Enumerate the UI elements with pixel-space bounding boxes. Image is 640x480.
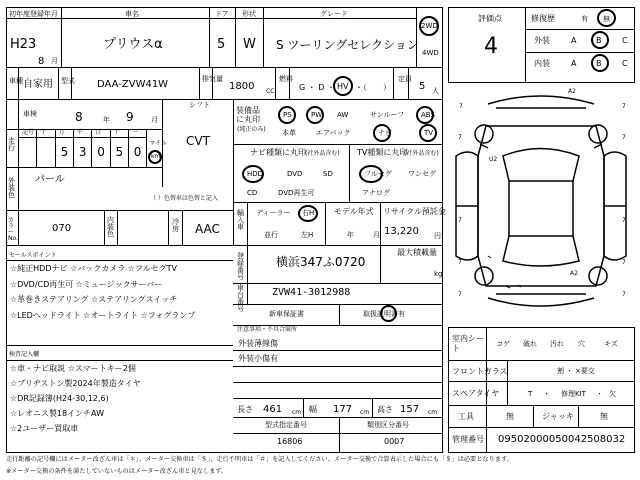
room-sheet-item: 破れ — [523, 340, 537, 348]
designation-value: 16806 — [277, 437, 303, 446]
inspector-item: ☆DR記録簿(H24-30,12,6) — [10, 394, 109, 403]
score-label: 評価点 — [478, 14, 502, 23]
shape-label: 形状 — [242, 10, 256, 18]
equipment-item: ナビ — [378, 129, 392, 137]
mileage-unit-mile: マイル — [149, 140, 167, 147]
tools-value: 無 — [506, 412, 514, 421]
navi-label: ナビ種類に丸印 — [250, 148, 306, 157]
equipment-item: TV — [424, 129, 434, 137]
footer-line1: 走行距離の記号欄にはメーター改ざん車は「＊」、メーター交換車は「＄」、走行不明車は「＃」を記入してください。メーター交換で合算表示した場合にも「＄」は必要となります。 — [6, 456, 513, 463]
height-unit: cm — [428, 409, 438, 416]
equipment-item: エアバック — [316, 129, 351, 137]
equipment-item: 本革 — [282, 129, 296, 137]
front-glass-item: ・ — [566, 367, 573, 375]
jack-value: 無 — [600, 412, 608, 421]
tv-item: アナログ — [362, 189, 390, 197]
tv-item: ワンセグ — [408, 170, 436, 178]
shift-value: CVT — [186, 134, 210, 148]
grade-label: グレード — [320, 10, 348, 18]
inspector-item: ☆2ユーザー買取車 — [10, 424, 79, 433]
grade-option: C — [622, 59, 628, 68]
grade-option: A — [571, 36, 577, 45]
grade-option: B — [596, 59, 602, 68]
score-value: 4 — [484, 34, 498, 59]
width-value: 177 — [333, 404, 353, 415]
capacity-unit: 人 — [432, 87, 439, 95]
use-label: 車種 — [9, 77, 23, 85]
mileage-digit-label: 一 — [131, 129, 138, 136]
type-label: 型式 — [61, 77, 75, 85]
sales-point-item: ☆革巻きステアリング ☆ステアリングスイッチ — [10, 295, 178, 304]
tv-item-circle — [359, 165, 383, 183]
sales-point-item: ☆純正HDDナビ ☆バックカメラ ☆フルセグTV — [10, 264, 177, 273]
mileage-unit-km: km — [151, 153, 161, 160]
spare-tire-item: 修理KIT — [561, 390, 586, 398]
room-sheet-item: コゲ — [496, 340, 510, 348]
grade-option: A — [571, 59, 577, 68]
sales-points-label: セールスポイント — [9, 252, 57, 259]
shift-label: シフト — [189, 101, 210, 109]
grade-option: C — [622, 36, 628, 45]
inspection-month-unit: 月 — [151, 116, 158, 124]
color-no-value: 070 — [52, 223, 72, 234]
model-year-label: モデル年式 — [334, 207, 374, 216]
grade-value: S ツーリングセレクション — [276, 38, 419, 52]
drive-2wd: 2WD — [421, 22, 438, 30]
equipment-item-circle — [306, 106, 324, 124]
sales-point-item: ☆DVD/CD再生可 ☆ミュージックサーバー — [10, 279, 163, 289]
tv-item: フルセグ — [364, 170, 392, 178]
interior-label: 内装色 — [107, 216, 114, 238]
model-value: プリウスα — [103, 37, 163, 52]
repair-no: 無 — [603, 15, 610, 23]
spare-tire-item: 欠 — [609, 390, 616, 398]
mileage-digit-label: 万 — [58, 129, 65, 136]
import-label: 輸入車 — [237, 209, 244, 231]
diagram-label-7j: 7 — [622, 291, 626, 298]
grade-option-circle — [591, 54, 609, 72]
tv-sub: (社外品含む) — [404, 150, 439, 157]
sales-point-item: ☆LEDヘッドライト ☆オートライト ☆フォグランプ — [10, 310, 196, 320]
max-load-unit: kg — [434, 270, 443, 278]
displacement-unit: CC — [266, 88, 275, 95]
exterior-color: パール — [35, 174, 65, 185]
inspection-month: 9 — [126, 110, 134, 124]
mileage-digit: 0 — [97, 145, 105, 159]
height-value: 157 — [400, 404, 420, 415]
inspection-label: 車検 — [23, 110, 37, 118]
mileage-digit: 5 — [60, 145, 69, 159]
diagram-label-side: U2 — [489, 156, 498, 163]
mileage-digit-label: 記号 — [22, 129, 35, 136]
type-value: DAA-ZVW41W — [97, 79, 169, 90]
navi-item: DVD再生可 — [278, 189, 315, 197]
inspection-year: 8 — [75, 110, 83, 124]
length-label: 長さ — [237, 405, 253, 414]
spare-tire-item: T — [528, 390, 533, 398]
front-glass-item: ×要交 — [575, 367, 595, 375]
equipment-item: AW — [337, 111, 349, 119]
repair-yes: 有 — [581, 15, 588, 23]
exterior-grade-label: 外装 — [534, 36, 550, 45]
room-sheet-item: 穴 — [578, 340, 585, 348]
navi-item: CD — [247, 189, 258, 197]
navi-item: SD — [323, 170, 333, 178]
use-value: 自家用 — [23, 79, 53, 90]
mileage-digit: 0 — [133, 145, 142, 159]
fuel-selected: HV — [337, 82, 349, 91]
diagram-label-7a: 7 — [459, 103, 463, 110]
navi-item: DVD — [287, 170, 303, 178]
diagram-label-7i: 7 — [622, 259, 626, 266]
inspector-label: 検査記入欄 — [9, 351, 40, 358]
navi-sub: (社外品含む) — [305, 150, 340, 157]
mileage-digit: 5 — [115, 145, 124, 159]
length-unit: cm — [292, 409, 302, 416]
registration-value: 横浜347ふ0720 — [276, 255, 366, 269]
damage-diagram — [448, 86, 635, 324]
aircon-value: AAC — [195, 222, 220, 236]
tv-label: TV種類に丸印 — [357, 148, 408, 157]
mgmt-value: 09502000050042508032 — [498, 434, 626, 445]
navi-item-circle — [242, 165, 264, 183]
room-sheet-label: 室内シート — [452, 334, 484, 353]
import-right: 右H — [302, 209, 315, 217]
grade-option: B — [596, 36, 602, 45]
equipment-item-circle — [278, 106, 296, 124]
mileage-digit-label: 十 — [113, 129, 120, 136]
equipment-sub: (純正のみ) — [237, 126, 266, 133]
diagram-label-7h: 7 — [622, 217, 626, 224]
inspector-item: ☆ブリヂストン製2024年製造タイヤ — [10, 379, 141, 388]
door-label: ドア — [215, 10, 229, 18]
front-glass-item: 割 — [557, 367, 564, 375]
import-left: 左H — [301, 231, 314, 239]
diagram-label-7d: 7 — [458, 259, 462, 266]
equipment-item-circle — [373, 124, 391, 142]
warranty-label: 新車保証書 — [269, 310, 304, 318]
color-no-label: カラーNo. — [8, 217, 18, 242]
displacement-value: 1800 — [229, 81, 255, 92]
spare-tire-item: ・ — [596, 390, 603, 398]
jack-label: ジャッキ — [542, 412, 574, 421]
front-glass-label: フロントガラス — [452, 367, 508, 376]
equipment-label: 装備品に丸印 — [236, 106, 260, 124]
equipment-item: サンルーフ — [370, 111, 405, 119]
spare-tire-item: ・ — [543, 390, 550, 398]
note-1: 外装薄線傷 — [238, 339, 278, 348]
fuel-other: ・（ ） — [355, 83, 391, 92]
shape-value: W — [243, 37, 256, 52]
equipment-item: ABS — [421, 111, 435, 119]
note-2: 外装小傷有 — [238, 354, 278, 363]
model-year-month: 月 — [373, 231, 380, 239]
exterior-label: 外装色 — [8, 177, 15, 199]
diagram-label-7c: 7 — [458, 217, 462, 224]
notes-label: 注意事項・不具合箇所 — [237, 326, 298, 333]
diagram-label-7b: 7 — [458, 134, 462, 141]
width-unit: cm — [360, 409, 370, 416]
recycle-value: 13,220 — [384, 226, 419, 237]
fuel-label: 燃料 — [279, 75, 293, 83]
mileage-digit-label: 十 — [40, 129, 47, 136]
room-sheet-item: 汚れ — [550, 340, 564, 348]
footer-line2: ※メーター交換の条件を満たしていないものはメーター改ざん車と見なします。 — [6, 468, 228, 475]
diagram-label-7e: 7 — [458, 291, 462, 298]
diagram-label-rear: A2 — [570, 270, 578, 277]
capacity-value: 5 — [419, 81, 426, 92]
inspector-item: ☆車・ナビ取説 ☆スマートキー2個 — [10, 364, 136, 373]
mileage-digit-label: 百 — [95, 129, 102, 136]
reg-year-label: 初年度登録年月 — [9, 10, 58, 18]
equipment-item: PW — [311, 111, 323, 119]
interior-grade-label: 内装 — [534, 59, 550, 68]
height-label: 高さ — [377, 405, 393, 414]
chassis-label: 車台番号 — [237, 284, 244, 313]
displacement-label: 排気量 — [202, 75, 223, 83]
max-load-label: 最大積載量 — [397, 248, 437, 257]
equipment-item-circle — [416, 106, 434, 124]
recycle-label: リサイクル預託金 — [383, 207, 446, 216]
mileage-label: 走行 — [8, 137, 15, 152]
class-no-value: 0007 — [384, 437, 405, 446]
diagram-label-top: A2 — [568, 88, 576, 95]
mgmt-label: 管理番号 — [452, 435, 484, 444]
grade-option-circle — [591, 31, 609, 49]
designation-label: 型式指定番号 — [265, 421, 307, 429]
drive-4wd: 4WD — [422, 49, 439, 57]
mileage-digit: 3 — [78, 145, 87, 159]
model-label: 車名 — [125, 10, 139, 18]
equipment-item: PS — [283, 111, 292, 119]
repair-label: 修復歴 — [531, 14, 555, 23]
door-value: 5 — [217, 37, 226, 52]
class-no-label: 類別区分番号 — [367, 421, 409, 429]
exterior-note: （ ）色替車は色替と記入 — [150, 195, 218, 202]
model-year-year: 年 — [347, 231, 354, 239]
chassis-value: ZVW41-3012988 — [272, 287, 351, 298]
aircon-label: 冷房 — [172, 218, 179, 233]
import-dealer: ディーラー — [256, 209, 291, 217]
registration-label: 登録番号 — [237, 252, 244, 281]
spare-tire-label: スペアタイヤ — [452, 389, 500, 398]
reg-era: H23 — [10, 37, 37, 52]
diagram-label-7f: 7 — [622, 103, 626, 110]
reg-month: 8 — [38, 56, 45, 67]
capacity-label: 定員 — [398, 75, 412, 83]
import-parallel: 並行 — [264, 231, 278, 239]
equipment-item-circle — [419, 124, 437, 142]
tools-label: 工具 — [458, 412, 474, 421]
reg-month-unit: 月 — [51, 57, 58, 65]
diagram-label-7g: 7 — [622, 134, 626, 141]
recycle-unit: 円 — [434, 232, 441, 240]
inspector-item: ☆レオニス製18インチAW — [10, 409, 104, 418]
manual-label: 取扱説明書有 — [363, 310, 405, 318]
inspection-year-unit: 年 — [103, 116, 110, 124]
length-value: 461 — [263, 404, 283, 415]
fuel-options: G ・ D ・ — [299, 83, 335, 92]
navi-item: HDD — [247, 170, 264, 178]
room-sheet-item: キズ — [604, 340, 618, 348]
width-label: 幅 — [309, 405, 317, 414]
mileage-digit-label: 千 — [76, 129, 83, 136]
